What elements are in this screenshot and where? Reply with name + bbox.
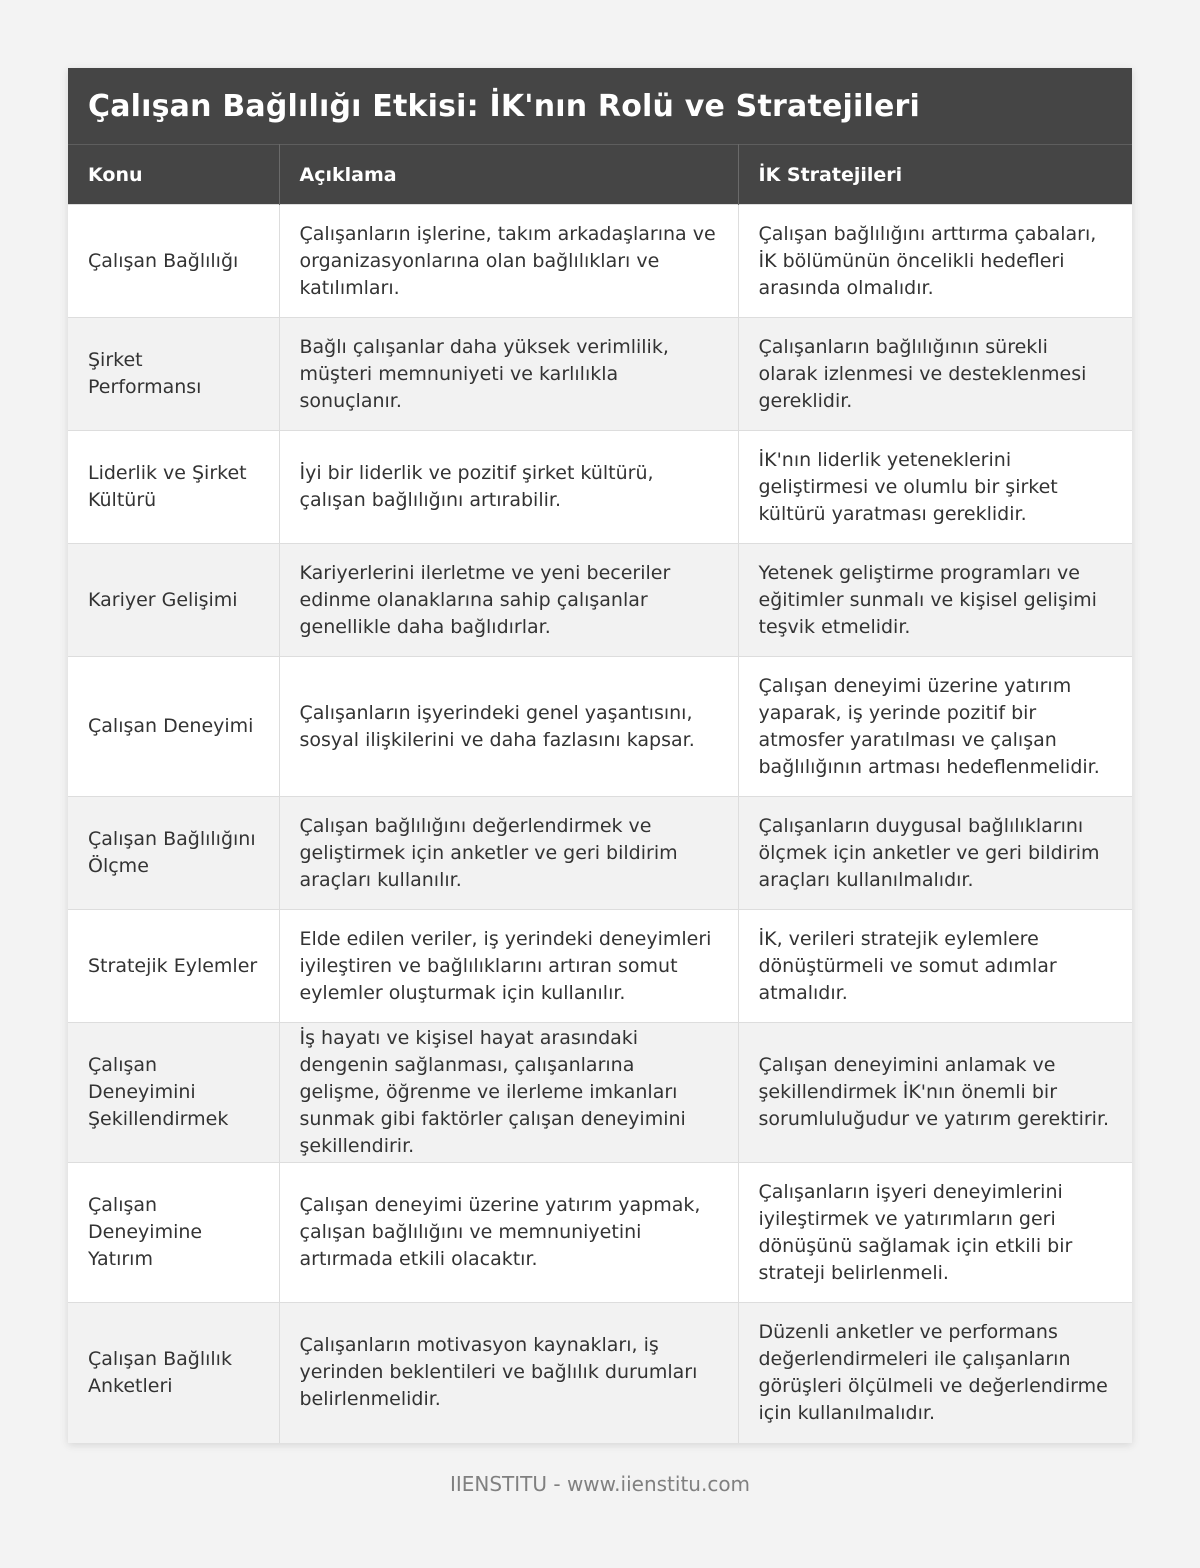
cell-konu: Kariyer Gelişimi	[68, 544, 279, 657]
table-row	[68, 1303, 1132, 1443]
header-aciklama: Açıklama	[279, 145, 738, 205]
cell-konu: Çalışan Bağlılık Anketleri	[68, 1303, 279, 1443]
page-title: Çalışan Bağlılığı Etkisi: İK'nın Rolü ve Stratejileri	[88, 88, 921, 124]
footer-credit: IIENSTITU - www.iienstitu.com	[449, 1472, 751, 1496]
cell-konu: Çalışan Bağlılığı	[68, 205, 279, 318]
cell-konu: Şirket Performansı	[68, 318, 279, 431]
cell-strateji: Çalışanların işyeri deneyimlerini iyileştirmek ve yatırımların geri dönüşünü sağlamak için etkili bir strateji belirlenmeli.	[738, 1163, 1132, 1303]
table-row	[68, 910, 1132, 1023]
cell-aciklama: Bağlı çalışanlar daha yüksek verimlilik, müşteri memnuniyeti ve karlılıkla sonuçlanır.	[279, 318, 738, 431]
cell-konu: Çalışan Deneyimine Yatırım	[68, 1163, 279, 1303]
cell-strateji: İK'nın liderlik yeteneklerini geliştirmesi ve olumlu bir şirket kültürü yaratması gereklidir.	[738, 431, 1132, 544]
table-header-row	[68, 145, 1132, 205]
cell-aciklama: Elde edilen veriler, iş yerindeki deneyimleri iyileştiren ve bağlılıklarını artıran somut eylemler oluşturmak için kullanılır.	[279, 910, 738, 1023]
cell-strateji: Çalışan bağlılığını arttırma çabaları, İK bölümünün öncelikli hedefleri arasında olmalıdır.	[738, 205, 1132, 318]
table-row	[68, 544, 1132, 657]
cell-aciklama: Kariyerlerini ilerletme ve yeni beceriler edinme olanaklarına sahip çalışanlar genellikle daha bağlıdırlar.	[279, 544, 738, 657]
cell-strateji: Çalışanların bağlılığının sürekli olarak izlenmesi ve desteklenmesi gereklidir.	[738, 318, 1132, 431]
cell-aciklama: İş hayatı ve kişisel hayat arasındaki dengenin sağlanması, çalışanlarına gelişme, öğrenme ve ilerleme imkanları sunmak gibi faktörler çalışan deneyimini şekillendirir.	[279, 1023, 738, 1163]
header-konu: Konu	[68, 145, 279, 205]
cell-strateji: Çalışan deneyimini anlamak ve şekillendirmek İK'nın önemli bir sorumluluğudur ve yatırım gerektirir.	[738, 1023, 1132, 1163]
cell-aciklama: Çalışanların motivasyon kaynakları, iş yerinden beklentileri ve bağlılık durumları belirlenmelidir.	[279, 1303, 738, 1443]
cell-strateji: Çalışan deneyimi üzerine yatırım yaparak, iş yerinde pozitif bir atmosfer yaratılması ve çalışan bağlılığının artması hedeflenmelidir.	[738, 657, 1132, 797]
header-ik-stratejileri: İK Stratejileri	[738, 145, 1132, 205]
cell-konu: Stratejik Eylemler	[68, 910, 279, 1023]
table-row	[68, 797, 1132, 910]
cell-strateji: Düzenli anketler ve performans değerlendirmeleri ile çalışanların görüşleri ölçülmeli ve değerlendirme için kullanılmalıdır.	[738, 1303, 1132, 1443]
table-row	[68, 1163, 1132, 1303]
table-row	[68, 1023, 1132, 1163]
cell-konu: Çalışan Bağlılığını Ölçme	[68, 797, 279, 910]
cell-konu: Liderlik ve Şirket Kültürü	[68, 431, 279, 544]
cell-aciklama: Çalışanların işyerindeki genel yaşantısını, sosyal ilişkilerini ve daha fazlasını kapsar.	[279, 657, 738, 797]
cell-strateji: Çalışanların duygusal bağlılıklarını ölçmek için anketler ve geri bildirim araçları kullanılmalıdır.	[738, 797, 1132, 910]
cell-konu: Çalışan Deneyimini Şekillendirmek	[68, 1023, 279, 1163]
table-row	[68, 657, 1132, 797]
title-bar	[68, 68, 1132, 144]
table-row	[68, 318, 1132, 431]
cell-aciklama: Çalışan bağlılığını değerlendirmek ve geliştirmek için anketler ve geri bildirim araçları kullanılır.	[279, 797, 738, 910]
table-card	[68, 68, 1132, 1443]
table-row	[68, 431, 1132, 544]
cell-strateji: Yetenek geliştirme programları ve eğitimler sunmalı ve kişisel gelişimi teşvik etmelidir.	[738, 544, 1132, 657]
cell-strateji: İK, verileri stratejik eylemlere dönüştürmeli ve somut adımlar atmalıdır.	[738, 910, 1132, 1023]
cell-aciklama: Çalışanların işlerine, takım arkadaşlarına ve organizasyonlarına olan bağlılıkları ve katılımları.	[279, 205, 738, 318]
cell-konu: Çalışan Deneyimi	[68, 657, 279, 797]
cell-aciklama: İyi bir liderlik ve pozitif şirket kültürü, çalışan bağlılığını artırabilir.	[279, 431, 738, 544]
cell-aciklama: Çalışan deneyimi üzerine yatırım yapmak, çalışan bağlılığını ve memnuniyetini artırmada etkili olacaktır.	[279, 1163, 738, 1303]
data-table	[68, 144, 1132, 1443]
table-row	[68, 205, 1132, 318]
